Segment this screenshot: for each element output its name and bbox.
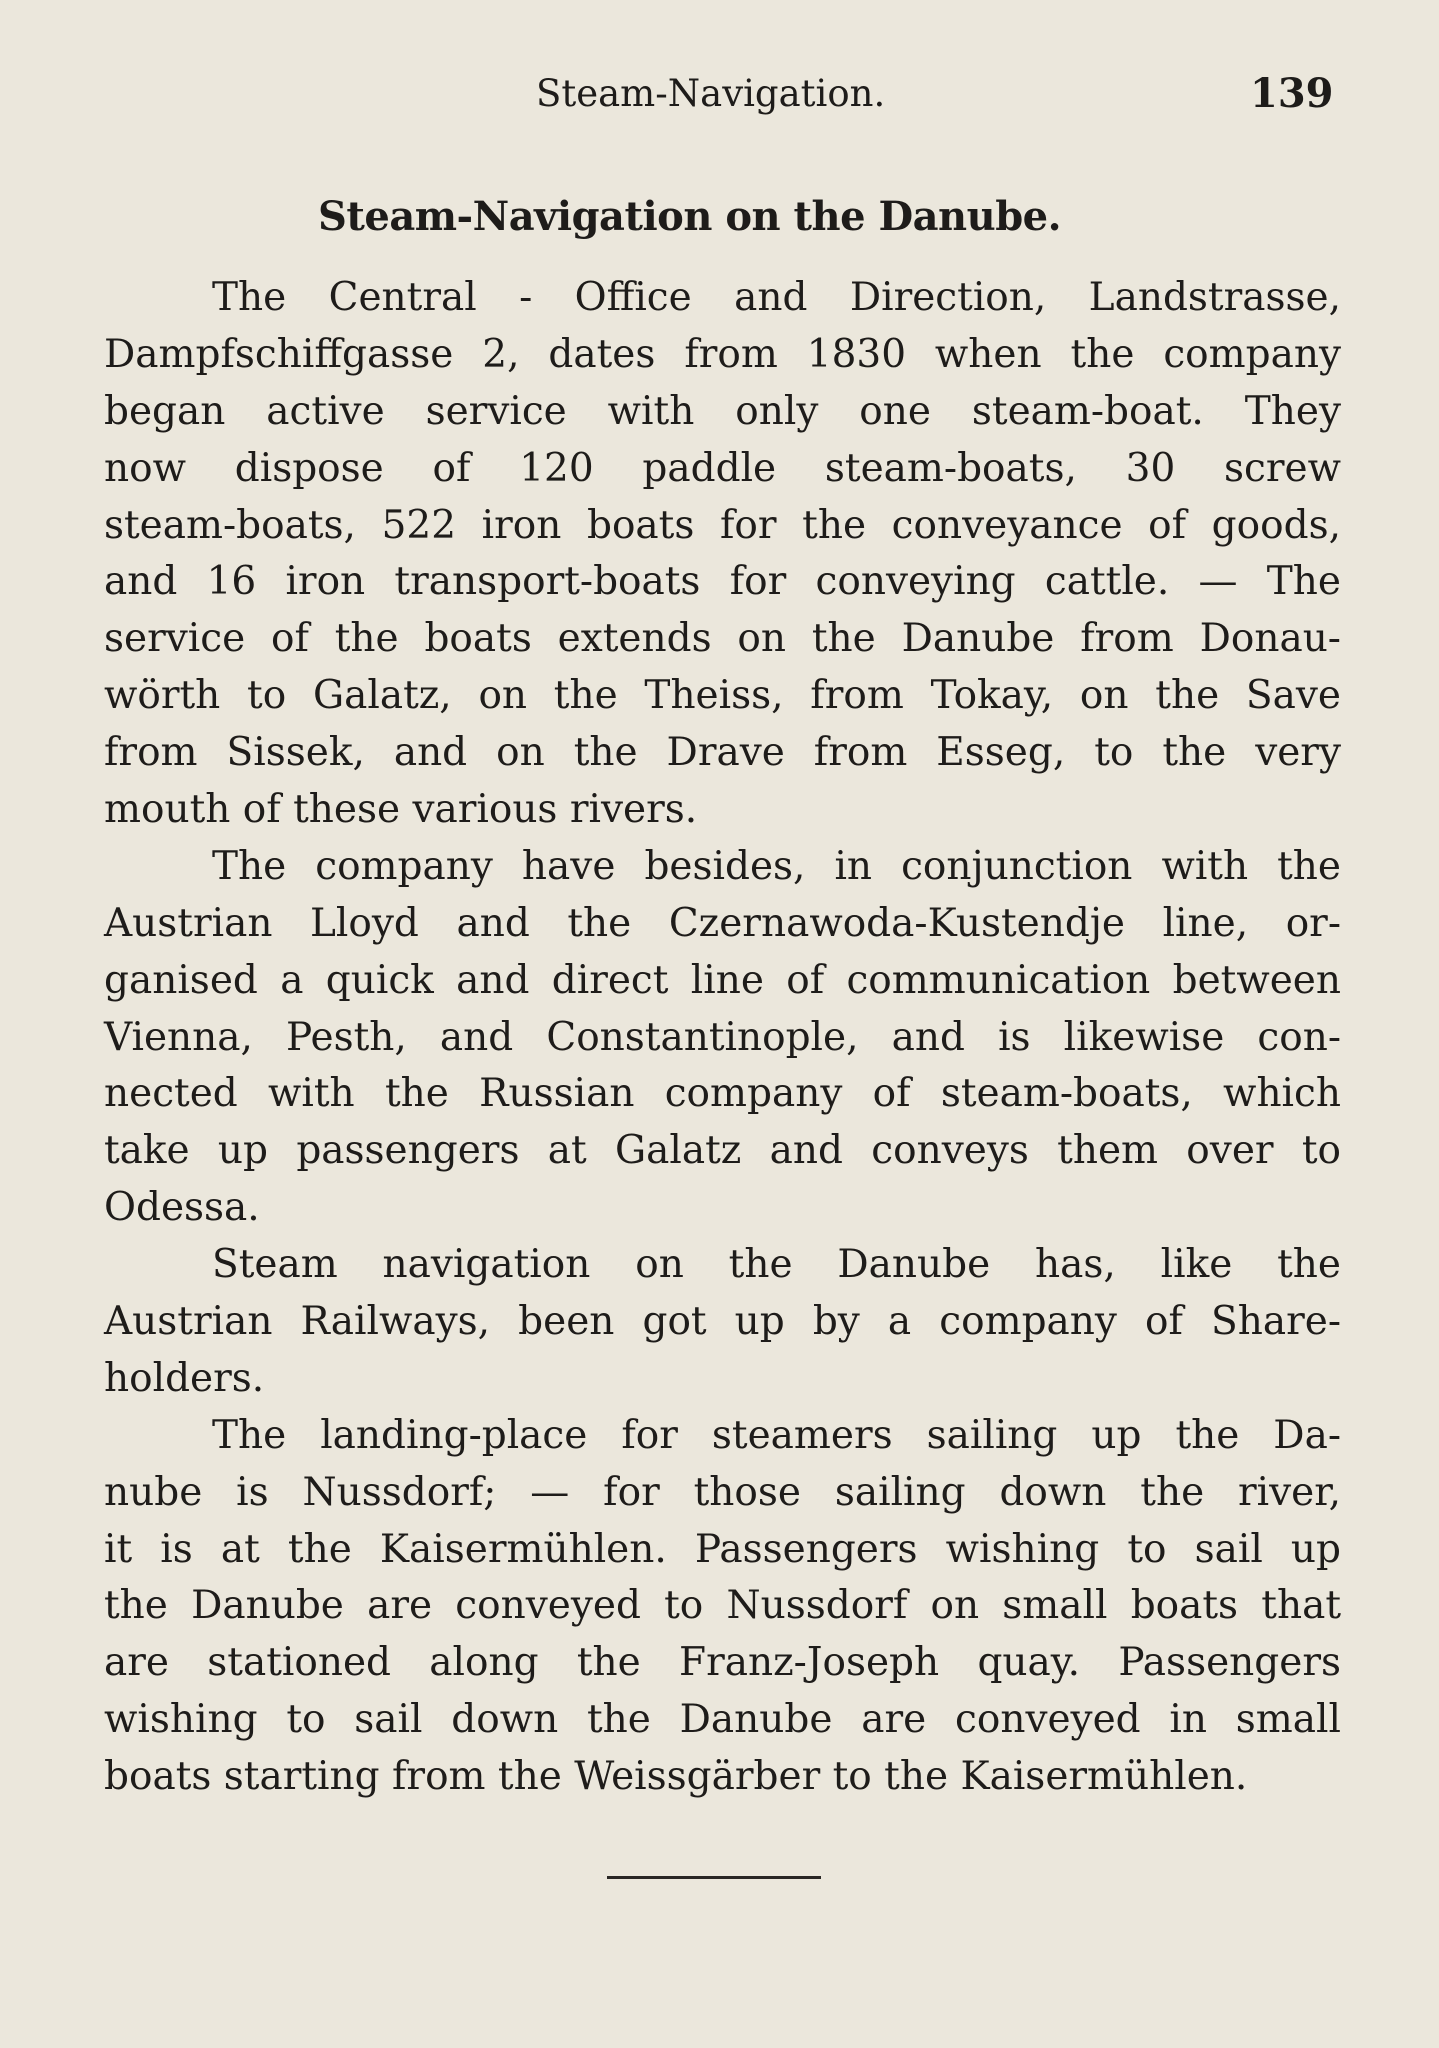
- text-line: now dispose of 120 paddle steam-boats, 30 screw: [104, 445, 1341, 491]
- text-line: service of the boats extends on the Danube from Donau-: [104, 616, 1341, 662]
- text-line: wishing to sail down the Danube are conveyed in small: [104, 1697, 1341, 1743]
- text-line: Steam navigation on the Danube has, like the: [212, 1242, 1341, 1288]
- page-number: 139: [1250, 70, 1334, 117]
- text-line: Odessa.: [104, 1185, 260, 1231]
- text-line: The landing-place for steamers sailing up the Da-: [212, 1412, 1341, 1458]
- text-line: Austrian Railways, been got up by a company of Share-: [104, 1299, 1341, 1345]
- text-line: Austrian Lloyd and the Czernawoda-Kustendje line, or-: [104, 900, 1341, 946]
- text-line: are stationed along the Franz-Joseph quay. Passengers: [104, 1640, 1341, 1686]
- running-title: Steam-Navigation.: [536, 72, 886, 115]
- text-line: from Sissek, and on the Drave from Esseg, to the very: [104, 730, 1341, 776]
- body-text: [104, 270, 1341, 1806]
- text-line: The company have besides, in conjunction with the: [212, 843, 1341, 889]
- text-line: began active service with only one steam-boat. They: [104, 388, 1341, 434]
- text-line: and 16 iron transport-boats for conveying cattle. — The: [104, 559, 1341, 605]
- text-line: it is at the Kaisermühlen. Passengers wishing to sail up: [104, 1526, 1341, 1572]
- section-title: Steam-Navigation on the Danube.: [318, 193, 1062, 240]
- text-line: Vienna, Pesth, and Constantinople, and is likewise con-: [104, 1014, 1341, 1060]
- text-line: the Danube are conveyed to Nussdorf on small boats that: [104, 1583, 1341, 1629]
- text-line: take up passengers at Galatz and conveys them over to: [104, 1128, 1341, 1174]
- text-line: boats starting from the Weissgärber to the Kaisermühlen.: [104, 1754, 1248, 1800]
- text-line: ganised a quick and direct line of communication between: [104, 957, 1341, 1003]
- text-line: Dampfschiffgasse 2, dates from 1830 when the company: [104, 331, 1341, 377]
- closing-rule: [607, 1876, 821, 1879]
- text-line: The Central - Office and Direction, Landstrasse,: [212, 275, 1341, 320]
- text-line: nube is Nussdorf; — for those sailing down the river,: [104, 1469, 1341, 1515]
- text-line: steam-boats, 522 iron boats for the conveyance of goods,: [104, 502, 1341, 548]
- text-line: holders.: [104, 1355, 265, 1401]
- text-line: nected with the Russian company of steam-boats, which: [104, 1071, 1341, 1117]
- text-line: mouth of these various rivers.: [104, 787, 698, 833]
- text-line: wörth to Galatz, on the Theiss, from Tokay, on the Save: [104, 673, 1341, 719]
